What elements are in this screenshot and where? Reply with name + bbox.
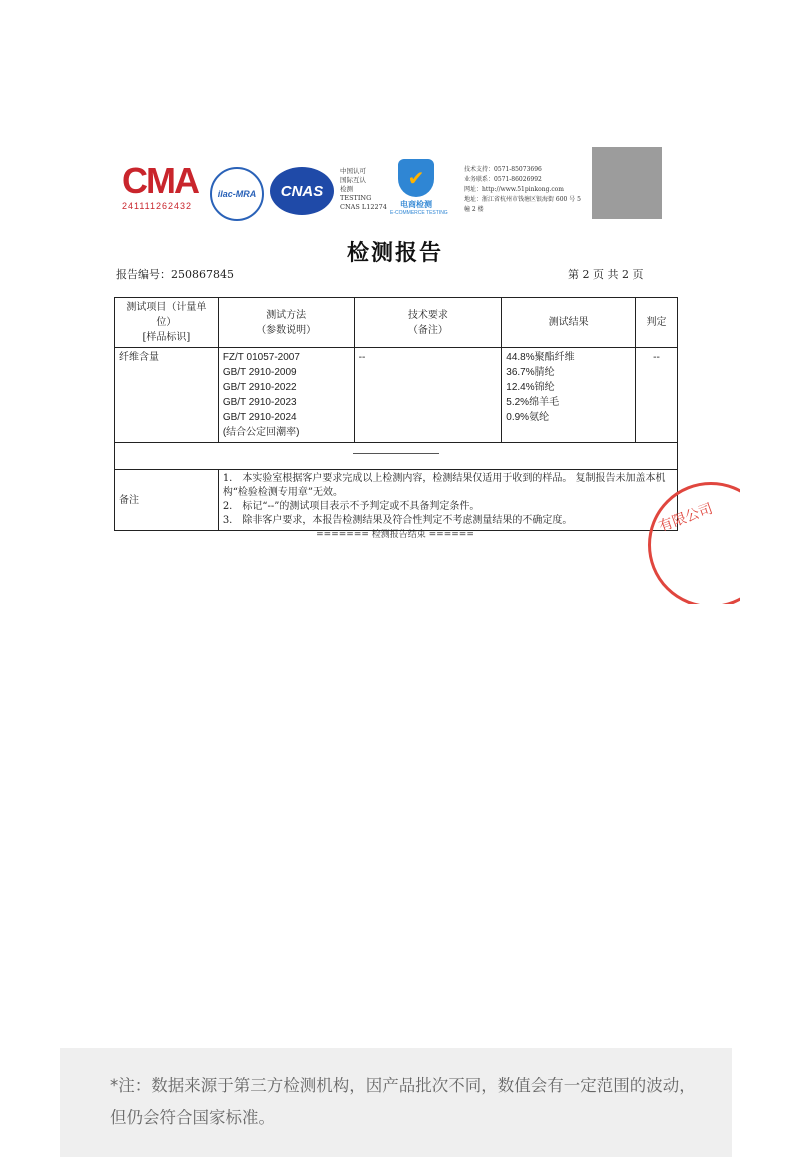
method-line: GB/T 2910-2024 xyxy=(222,412,297,423)
header-line: 测试结果 xyxy=(548,317,589,328)
result-line: 0.9%氨纶 xyxy=(506,412,550,423)
ilac-mra-logo xyxy=(210,167,264,221)
shield-title: 电商检测 xyxy=(400,200,432,209)
method-line: (结合公定回潮率) xyxy=(222,427,300,438)
header-line: [样品标识] xyxy=(142,332,191,343)
seal-circle xyxy=(648,482,740,604)
header-requirement xyxy=(354,298,502,348)
cnas-logo xyxy=(270,167,334,215)
certification-logos xyxy=(118,145,678,225)
remark-line: 3. 除非客户要求，本报告检测结果及符合性判定不考虑测量结果的不确定度。 xyxy=(222,515,573,526)
cnas-label: CNAS xyxy=(280,182,324,200)
header-line: 技术要求 xyxy=(407,309,448,321)
contact-line: 地址：浙江省杭州市钱塘区银海街 600 号 5 xyxy=(464,196,581,203)
divider-cell xyxy=(115,443,678,470)
header-line: （备注） xyxy=(407,324,448,336)
cnas-text-line: 国际互认 xyxy=(340,176,366,184)
cnas-text-line: 检测 xyxy=(340,185,353,193)
cell-requirement: -- xyxy=(354,348,502,443)
contact-line: 幢 2 楼 xyxy=(464,206,484,213)
remarks-content xyxy=(218,470,677,531)
company-seal-stamp xyxy=(648,482,740,604)
table-header-row xyxy=(115,298,678,348)
header-line: 测试方法 xyxy=(266,309,307,321)
page-number: 第 2 页 共 2 页 xyxy=(568,268,644,281)
header-line: 测试项目（计量单位） xyxy=(126,302,207,328)
result-line: 36.7%腈纶 xyxy=(506,367,555,378)
seal-text: 有限公司 xyxy=(656,500,716,536)
result-line: 44.8%聚酯纤维 xyxy=(506,352,575,363)
ilac-label: ilac-MRA xyxy=(217,189,257,199)
cma-number: 241111262432 xyxy=(122,201,193,211)
footer-note-text: *注：数据来源于第三方检测机构，因产品批次不同，数值会有一定范围的波动，但仍会符合国家标准。 xyxy=(110,1076,696,1127)
contact-line: 技术支持：0571-85073696 xyxy=(464,166,542,173)
cnas-text xyxy=(340,167,387,212)
report-title: 检测报告 xyxy=(346,240,443,266)
header-line: 判定 xyxy=(646,317,667,328)
remark-line: 2. 标记“--”的测试项目表示不予判定或不具备判定条件。 xyxy=(222,501,480,512)
cnas-text-line: CNAS L12274 xyxy=(340,203,387,211)
cell-judgement: -- xyxy=(636,348,678,443)
separator-line xyxy=(353,453,439,454)
remarks-label: 备注 xyxy=(115,470,219,531)
header-result xyxy=(502,298,636,348)
header-line: （参数说明） xyxy=(256,324,317,336)
table-row xyxy=(115,348,678,443)
cnas-text-line: TESTING xyxy=(340,194,372,202)
contact-line: 网址：http://www.51pinkong.com xyxy=(464,186,564,193)
report-end-marker: ======= 检测报告结束 ====== xyxy=(316,530,474,540)
remark-line: 1. 本实验室根据客户要求完成以上检测内容，检测结果仅适用于收到的样品。 复制报告未加盖本机构“检验检测专用章”无效。 xyxy=(222,473,666,498)
cell-methods xyxy=(218,348,354,443)
qr-code-blurred xyxy=(592,147,662,219)
method-line: GB/T 2910-2009 xyxy=(222,367,297,378)
method-line: GB/T 2910-2022 xyxy=(222,382,297,393)
shield-check-icon: ✔ xyxy=(398,159,434,197)
header-judgement xyxy=(636,298,678,348)
cma-mark: CMA xyxy=(122,160,198,201)
remarks-row xyxy=(115,470,678,531)
header-test-method xyxy=(218,298,354,348)
method-line: GB/T 2910-2023 xyxy=(222,397,297,408)
cell-test-item: 纤维含量 xyxy=(115,348,219,443)
cnas-text-line: 中国认可 xyxy=(340,167,366,175)
header-test-item xyxy=(115,298,219,348)
contact-line: 业务联系：0571-86026992 xyxy=(464,176,542,183)
contact-info xyxy=(464,165,594,215)
result-line: 12.4%锦纶 xyxy=(506,382,555,393)
result-line: 5.2%绵羊毛 xyxy=(506,397,560,408)
shield-subtitle: E-COMMERCE TESTING xyxy=(390,210,448,216)
footer-note-box xyxy=(60,1048,732,1157)
ecommerce-testing-logo xyxy=(390,159,448,216)
cell-results xyxy=(502,348,636,443)
divider-row xyxy=(115,443,678,470)
cma-logo xyxy=(122,160,204,211)
test-results-table xyxy=(114,297,678,531)
method-line: FZ/T 01057-2007 xyxy=(222,352,300,363)
report-number: 报告编号：250867845 xyxy=(116,268,234,281)
